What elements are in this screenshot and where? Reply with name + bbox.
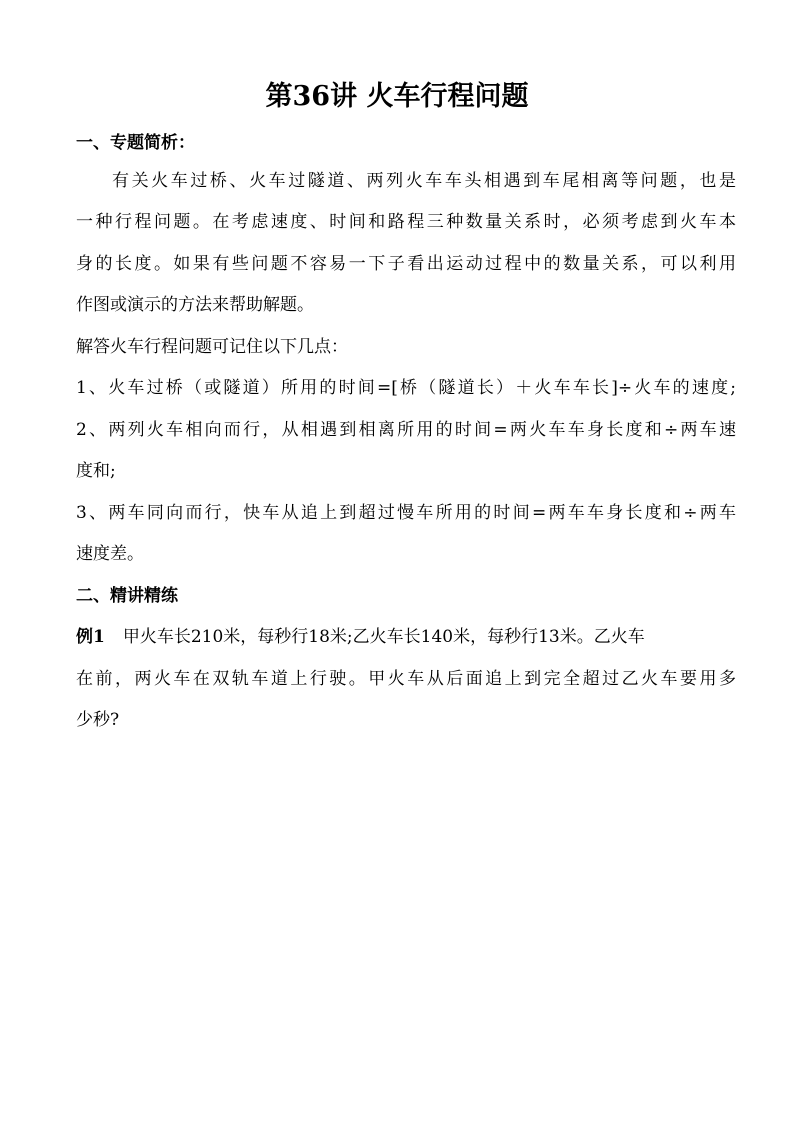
section-heading-analysis: 一、专题简析：: [76, 133, 195, 153]
paragraph-line: 身的长度。如果有些问题不容易一下子看出运动过程中的数量关系，可以利用: [76, 254, 736, 274]
point-3-line: 3、两车同向而行，快车从追上到超过慢车所用的时间=两车车身长度和÷两车: [76, 503, 736, 523]
point-1: 1、火车过桥（或隧道）所用的时间=[桥（隧道长）＋火车车长]÷火车的速度;: [76, 378, 736, 398]
point-2-line: 2、两列火车相向而行，从相遇到相离所用的时间=两火车车身长度和÷两车速: [76, 420, 736, 440]
example-label: 例1: [76, 627, 105, 647]
intro-text: 解答火车行程问题可记住以下几点：: [76, 337, 348, 357]
section-heading-practice: 二、精讲精练: [76, 586, 178, 606]
paragraph-line: 作图或演示的方法来帮助解题。: [76, 295, 314, 315]
paragraph-line: 一种行程问题。在考虑速度、时间和路程三种数量关系时，必须考虑到火车本: [76, 212, 736, 232]
example-1-text: 甲火车长210米，每秒行18米;乙火车长140米，每秒行13米。乙火车: [122, 627, 645, 647]
point-3-line: 速度差。: [76, 544, 144, 564]
example-1-line: 在前，两火车在双轨车道上行驶。甲火车从后面追上到完全超过乙火车要用多: [76, 669, 736, 689]
page-title: 第36讲 火车行程问题: [265, 81, 529, 112]
example-1-line: 少秒?: [76, 710, 120, 730]
paragraph-line: 有关火车过桥、火车过隧道、两列火车车头相遇到车尾相离等问题，也是: [112, 171, 736, 191]
example-1-line: [76, 623, 736, 651]
point-2-line: 度和;: [76, 461, 116, 481]
